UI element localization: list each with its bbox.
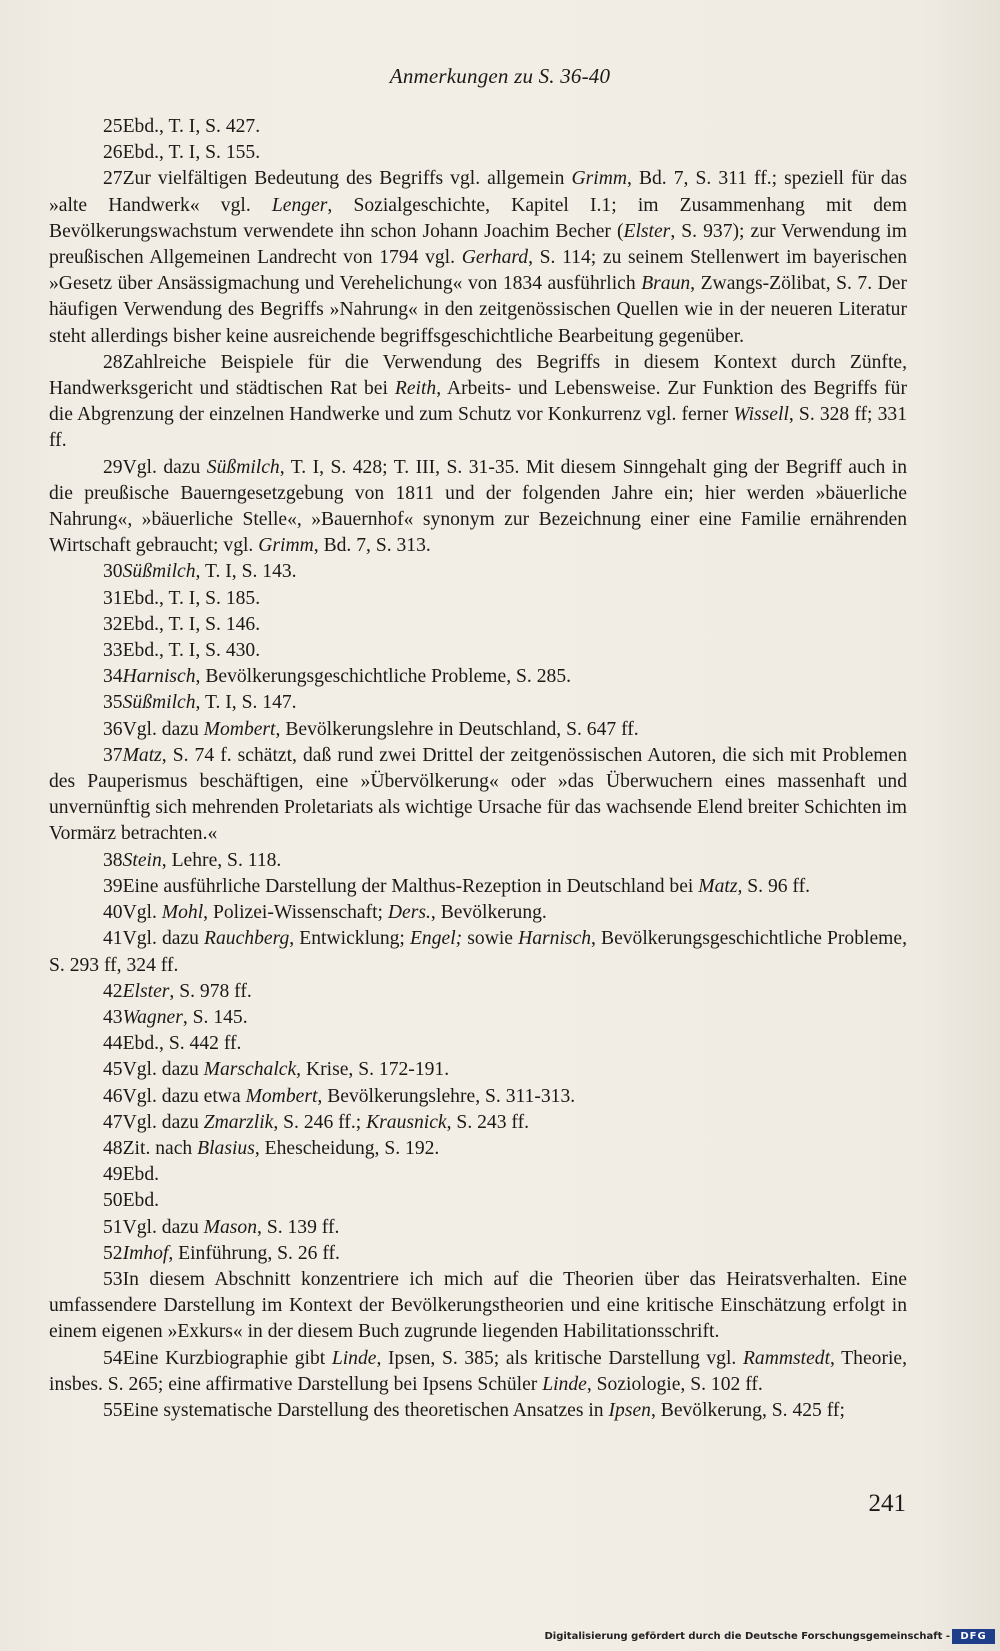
endnote-text: , S. 328 ff; 331 ff. <box>49 404 907 452</box>
endnote-text: , Ehescheidung, S. 192. <box>254 1137 440 1159</box>
author-citation: Linde <box>331 1347 377 1369</box>
endnote-text: Zur vielfältigen Bedeutung des Begriffs vgl. allgemein <box>122 168 572 190</box>
endnote-number: 45 <box>103 1059 123 1081</box>
endnote-text: , Ipsen, S. 385; als kritische Darstellung vgl. <box>376 1347 743 1369</box>
endnote-text: Vgl. dazu <box>122 1059 204 1081</box>
endnote-text: , S. 243 ff. <box>446 1111 529 1133</box>
author-citation: Zmarzlik <box>203 1111 274 1133</box>
endnote-text: sowie <box>462 928 519 950</box>
author-citation: Mohl <box>161 902 204 924</box>
endnote-number: 30 <box>103 561 123 583</box>
endnote-number: 42 <box>103 980 123 1002</box>
endnote <box>49 1084 907 1110</box>
author-citation: Mombert <box>203 718 276 740</box>
endnote-text: Ebd., T. I, S. 155. <box>122 142 261 164</box>
endnote <box>49 166 907 349</box>
endnote-text: , Zwangs-Zölibat, S. 7. Der häufigen Verwendung des Begriffs »Nahrung« in den zeitgenössischen Quellen wie in der neueren Literatur steht allerdings bisher keine ausreichende begriffsgeschichtliche Bearbeitung gegenüber. <box>49 273 908 347</box>
author-citation: Grimm <box>571 168 627 190</box>
endnote-number: 44 <box>103 1033 123 1055</box>
endnote-text: Vgl. dazu <box>122 928 205 950</box>
endnote-text: , S. 978 ff. <box>169 980 252 1002</box>
endnote-text: , Sozialgeschichte, Kapitel I.1; im Zusammenhang mit dem Bevölkerungswachstum verwendete ihn schon Johann Joachim Becher ( <box>49 194 907 242</box>
endnote-number: 40 <box>103 902 123 924</box>
endnote-number: 52 <box>103 1242 123 1264</box>
endnote-number: 28 <box>103 351 123 373</box>
author-citation: Mason <box>203 1216 258 1238</box>
endnote-number: 34 <box>103 666 123 688</box>
author-citation: Süßmilch <box>206 456 280 478</box>
author-citation: Matz <box>698 875 738 897</box>
endnote-text: , T. I, S. 147. <box>195 692 297 714</box>
endnote-number: 55 <box>103 1399 123 1421</box>
endnote-text: Ebd. <box>122 1190 160 1212</box>
author-citation: Harnisch <box>122 666 196 688</box>
endnote-text: , Einführung, S. 26 ff. <box>168 1242 340 1264</box>
author-citation: Braun <box>641 273 691 295</box>
author-citation: Linde <box>542 1373 587 1395</box>
endnote-text: , Arbeits- und Lebensweise. Zur Funktion des Begriffs für die Abgrenzung der einzelnen Handwerke und zum Schutz vor Konkurrenz vgl. ferner <box>49 378 907 426</box>
endnote <box>49 455 907 560</box>
author-citation: Engel; <box>409 928 463 950</box>
endnote <box>49 586 907 612</box>
endnote <box>49 114 907 140</box>
endnote-text: Zahlreiche Beispiele für die Verwendung des Begriffs in diesem Kontext durch Zünfte, Handwerksgericht und städtischen Rat bei <box>49 351 907 400</box>
author-citation: Gerhard <box>461 247 529 269</box>
endnote-number: 48 <box>103 1137 123 1159</box>
endnote-text: Eine systematische Darstellung des theoretischen Ansatzes in <box>122 1399 609 1421</box>
endnote <box>49 926 907 978</box>
endnote-text: Krise, S. 172-191. <box>301 1059 450 1081</box>
endnote <box>49 1398 907 1424</box>
endnote-number: 36 <box>103 718 123 740</box>
endnote-text: Ebd., S. 442 ff. <box>122 1033 242 1055</box>
author-citation: Süßmilch, <box>122 561 201 583</box>
endnote <box>49 900 907 926</box>
endnote <box>49 1057 907 1083</box>
endnote-text: , Theorie, insbes. S. 265; eine affirmative Darstellung bei Ipsens Schüler <box>49 1347 908 1395</box>
endnote-number: 43 <box>103 1006 123 1028</box>
author-citation: Ders. <box>387 902 431 924</box>
endnote-text: , Lehre, S. 118. <box>161 849 282 871</box>
endnote-text: Ebd., T. I, S. 185. <box>122 587 261 609</box>
endnote-text: , S. 246 ff.; <box>273 1111 367 1133</box>
endnote-text: , Soziologie, S. 102 ff. <box>586 1373 763 1395</box>
endnote-number: 32 <box>103 613 123 635</box>
author-citation: Wissell <box>733 404 789 426</box>
endnote-text: , S. 937); zur Verwendung im preußischen Allgemeinen Landrecht von 1794 vgl. <box>49 220 907 269</box>
author-citation: Stein <box>122 849 162 871</box>
endnote-text: , Polizei-Wissenschaft; <box>203 902 388 924</box>
endnote-number: 26 <box>103 142 123 164</box>
endnote-text: In diesem Abschnitt konzentriere ich mich auf die Theorien über das Heiratsverhalten. Eine umfassendere Darstellung im Kontext der Bevölkerungstheorien und eine kritische Einschätzung erfolgt in einem eigenen »Exkurs« in der diesem Buch zugrunde liegenden Habilitationsschrift. <box>49 1268 907 1343</box>
endnote-number: 39 <box>103 875 123 897</box>
endnote-text: Vgl. dazu <box>122 456 207 478</box>
endnote <box>49 1162 907 1188</box>
endnote <box>49 848 907 874</box>
endnote <box>49 350 907 455</box>
endnote-text: Ebd. <box>122 1164 160 1186</box>
page-number: 241 <box>868 1490 906 1517</box>
endnote-number: 33 <box>103 640 123 662</box>
endnote-number: 41 <box>103 928 123 950</box>
author-citation: Reith <box>394 378 437 400</box>
endnote-text: , Bevölkerung, S. 425 ff; <box>650 1399 845 1421</box>
endnote-text: Zit. nach <box>122 1137 198 1159</box>
endnote-number: 46 <box>103 1085 123 1107</box>
endnote-text: , S. 114; zu seinem Stellenwert im bayerischen »Gesetz über Ansässigmachung und Verehelichung« von 1834 ausführlich <box>49 247 907 295</box>
endnote-text: Eine Kurzbiographie gibt <box>122 1347 332 1369</box>
endnote <box>49 717 907 743</box>
endnote <box>49 979 907 1005</box>
endnote-text: , T. I, S. 428; T. III, S. 31-35. Mit diesem Sinngehalt ging der Begriff auch in die preußische Bauerngesetzgebung von 1811 und der folgenden Jahre ein; hier werden »bäuerliche Nahrung«, »bäuerliche Stelle«, »Bauernhof« synonym zur Bezeichnung einer eine Familie ernährenden Wirtschaft gebraucht; vgl. <box>49 456 907 557</box>
author-citation: Imhof <box>122 1242 169 1264</box>
endnote <box>49 559 907 585</box>
endnote-text: Vgl. dazu <box>122 1111 204 1133</box>
endnote-number: 38 <box>103 849 123 871</box>
endnote-text: Ebd., T. I, S. 430. <box>122 640 261 662</box>
endnote <box>49 1215 907 1241</box>
endnote-text: , Bevölkerungsgeschichtliche Probleme, S. 293 ff, 324 ff. <box>49 928 907 976</box>
author-citation: Blasius <box>197 1137 255 1159</box>
digitization-credit: Digitalisierung gefördert durch die Deutsche Forschungsgemeinschaft - <box>544 1631 950 1642</box>
endnote <box>49 664 907 690</box>
endnote-number: 27 <box>103 168 123 190</box>
endnote-number: 51 <box>103 1216 123 1238</box>
endnote-text: , S. 96 ff. <box>737 875 811 897</box>
endnote-text: Vgl. dazu <box>122 718 204 740</box>
endnote-number: 25 <box>103 116 123 137</box>
endnote <box>49 1267 907 1346</box>
endnote <box>49 874 907 900</box>
endnote-number: 54 <box>103 1347 123 1369</box>
endnote <box>49 1136 907 1162</box>
endnote-number: 50 <box>103 1190 123 1212</box>
author-citation: Süßmilch <box>122 692 196 714</box>
endnote <box>49 1346 907 1398</box>
endnote-text: Vgl. dazu <box>122 1216 204 1238</box>
endnote-number: 29 <box>103 456 123 478</box>
endnote-text: Vgl. <box>122 902 162 924</box>
endnote <box>49 1005 907 1031</box>
author-citation: Elster <box>623 220 671 242</box>
author-citation: Rammstedt <box>742 1347 831 1369</box>
endnote-text: , S. 145. <box>182 1006 248 1028</box>
endnote <box>49 612 907 638</box>
endnote-text: , S. 74 f. schätzt, daß rund zwei Drittel der zeitgenössischen Autoren, die sich mit Problemen des Pauperismus beschäftigen, eine »Übervölkerung« oder »das Überwuchern eines massenhaft und unvernünftig sich mehrenden Proletariats als wichtige Ursache für das wachsende Elend breiter Schichten im Vormärz betrachten.« <box>49 744 907 845</box>
author-citation: Rauchberg <box>204 928 290 950</box>
endnotes-list <box>49 114 907 1424</box>
endnote-text: Ebd., T. I, S. 427. <box>122 116 261 137</box>
endnote-number: 49 <box>103 1164 123 1186</box>
author-citation: Ipsen <box>608 1399 651 1421</box>
endnote <box>49 638 907 664</box>
author-citation: Mombert <box>245 1085 318 1107</box>
endnote-text: , Bd. 7, S. 311 ff.; speziell für das »alte Handwerk« vgl. <box>49 168 908 216</box>
author-citation: Grimm <box>258 535 314 557</box>
endnote <box>49 743 907 848</box>
author-citation: Wagner <box>122 1006 183 1028</box>
author-citation: Matz <box>122 744 162 766</box>
endnote-number: 31 <box>103 587 123 609</box>
endnote-number: 53 <box>103 1268 123 1290</box>
endnote-text: Eine ausführliche Darstellung der Malthus-Rezeption in Deutschland bei <box>122 875 699 897</box>
author-citation: Elster <box>122 980 170 1002</box>
endnote-text: , Bevölkerungsgeschichtliche Probleme, S. 285. <box>195 666 572 688</box>
endnote-number: 37 <box>103 744 123 766</box>
endnote-number: 35 <box>103 692 123 714</box>
running-header: Anmerkungen zu S. 36-40 <box>389 64 611 88</box>
endnote-text: , Bevölkerung. <box>430 902 547 924</box>
endnote-text: Ebd., T. I, S. 146. <box>122 613 261 635</box>
author-citation: Marschalck, <box>203 1059 302 1081</box>
endnote-text: T. I, S. 143. <box>200 561 297 583</box>
author-citation: Krausnick <box>366 1111 447 1133</box>
endnote-text: , S. 139 ff. <box>257 1216 340 1238</box>
endnote-text: , Entwicklung; <box>289 928 410 950</box>
endnote <box>49 1110 907 1136</box>
endnote-text: , Bd. 7, S. 313. <box>313 535 431 557</box>
endnote-text: , Bevölkerungslehre in Deutschland, S. 647 ff. <box>275 718 639 740</box>
author-citation: Harnisch <box>518 928 592 950</box>
endnote-text: , Bevölkerungslehre, S. 311-313. <box>317 1085 576 1107</box>
endnote <box>49 1031 907 1057</box>
endnote <box>49 690 907 716</box>
dfg-logo-icon: DFG <box>952 1629 995 1644</box>
endnote <box>49 1188 907 1214</box>
endnote <box>49 1241 907 1267</box>
author-citation: Lenger <box>271 194 328 216</box>
endnote <box>49 140 907 166</box>
endnote-text: Vgl. dazu etwa <box>122 1085 246 1107</box>
endnote-number: 47 <box>103 1111 123 1133</box>
